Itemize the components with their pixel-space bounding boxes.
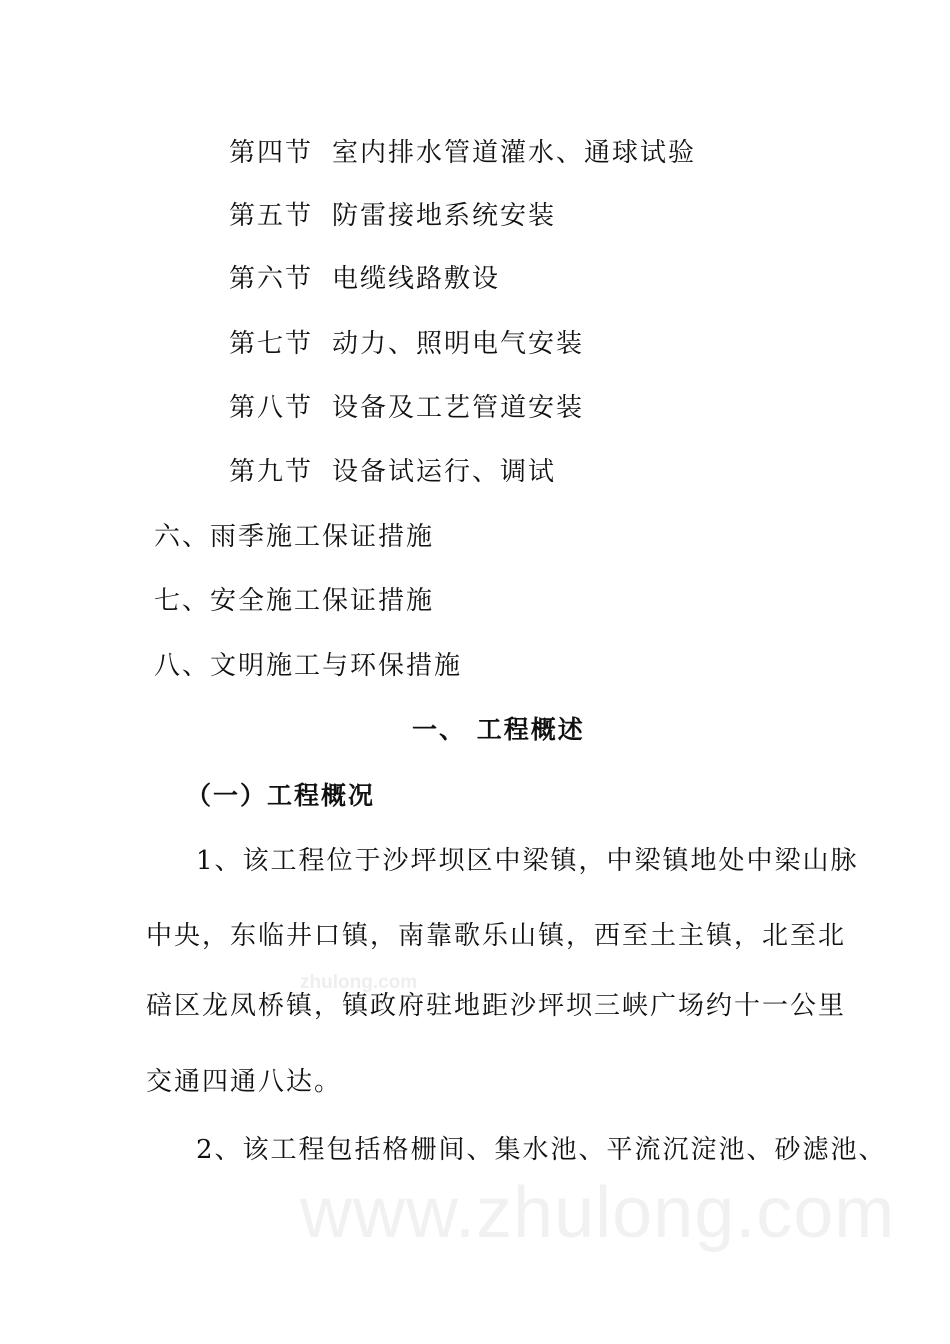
toc-subsection-number: 第四节 <box>229 138 314 168</box>
toc-subsection <box>229 328 584 360</box>
toc-subsection-title: 室内排水管道灌水、通球试验 <box>332 138 697 168</box>
paragraph-line: 交通四通八达。 <box>146 1067 343 1097</box>
toc-subsection-number: 第六节 <box>229 264 314 294</box>
toc-subsection-number: 第八节 <box>229 393 314 423</box>
chapter-title: 一、 工程概述 <box>412 715 585 744</box>
toc-subsection-title: 防雷接地系统安装 <box>332 201 557 231</box>
toc-subsection <box>229 456 556 488</box>
section-title: （一）工程概况 <box>186 781 376 810</box>
toc-subsection-number: 第五节 <box>229 201 314 231</box>
toc-subsection-title: 动力、照明电气安装 <box>332 329 585 359</box>
toc-chapter: 八、文明施工与环保措施 <box>154 651 463 681</box>
toc-subsection-number: 第七节 <box>229 329 314 359</box>
watermark-small: zhulong.com <box>300 972 418 993</box>
paragraph-line: 中央，东临井口镇，南靠歌乐山镇，西至土主镇，北至北 <box>146 921 847 951</box>
paragraph-line: 2、该工程包括格栅间、集水池、平流沉淀池、砂滤池、 <box>196 1135 887 1165</box>
toc-chapter: 六、雨季施工保证措施 <box>154 522 435 552</box>
toc-subsection <box>229 137 696 169</box>
watermark-large: www.zhulong.com <box>300 1173 896 1253</box>
paragraph-line: 1、该工程位于沙坪坝区中梁镇，中梁镇地处中梁山脉 <box>196 846 859 876</box>
toc-subsection <box>229 392 584 424</box>
toc-subsection-title: 电缆线路敷设 <box>332 264 501 294</box>
toc-subsection-number: 第九节 <box>229 457 314 487</box>
toc-subsection <box>229 200 556 232</box>
toc-chapter: 七、安全施工保证措施 <box>154 586 435 616</box>
toc-subsection <box>229 263 500 295</box>
paragraph-line: 碚区龙凤桥镇，镇政府驻地距沙坪坝三峡广场约十一公里 <box>146 991 847 1021</box>
toc-subsection-title: 设备及工艺管道安装 <box>332 393 585 423</box>
toc-subsection-title: 设备试运行、调试 <box>332 457 557 487</box>
